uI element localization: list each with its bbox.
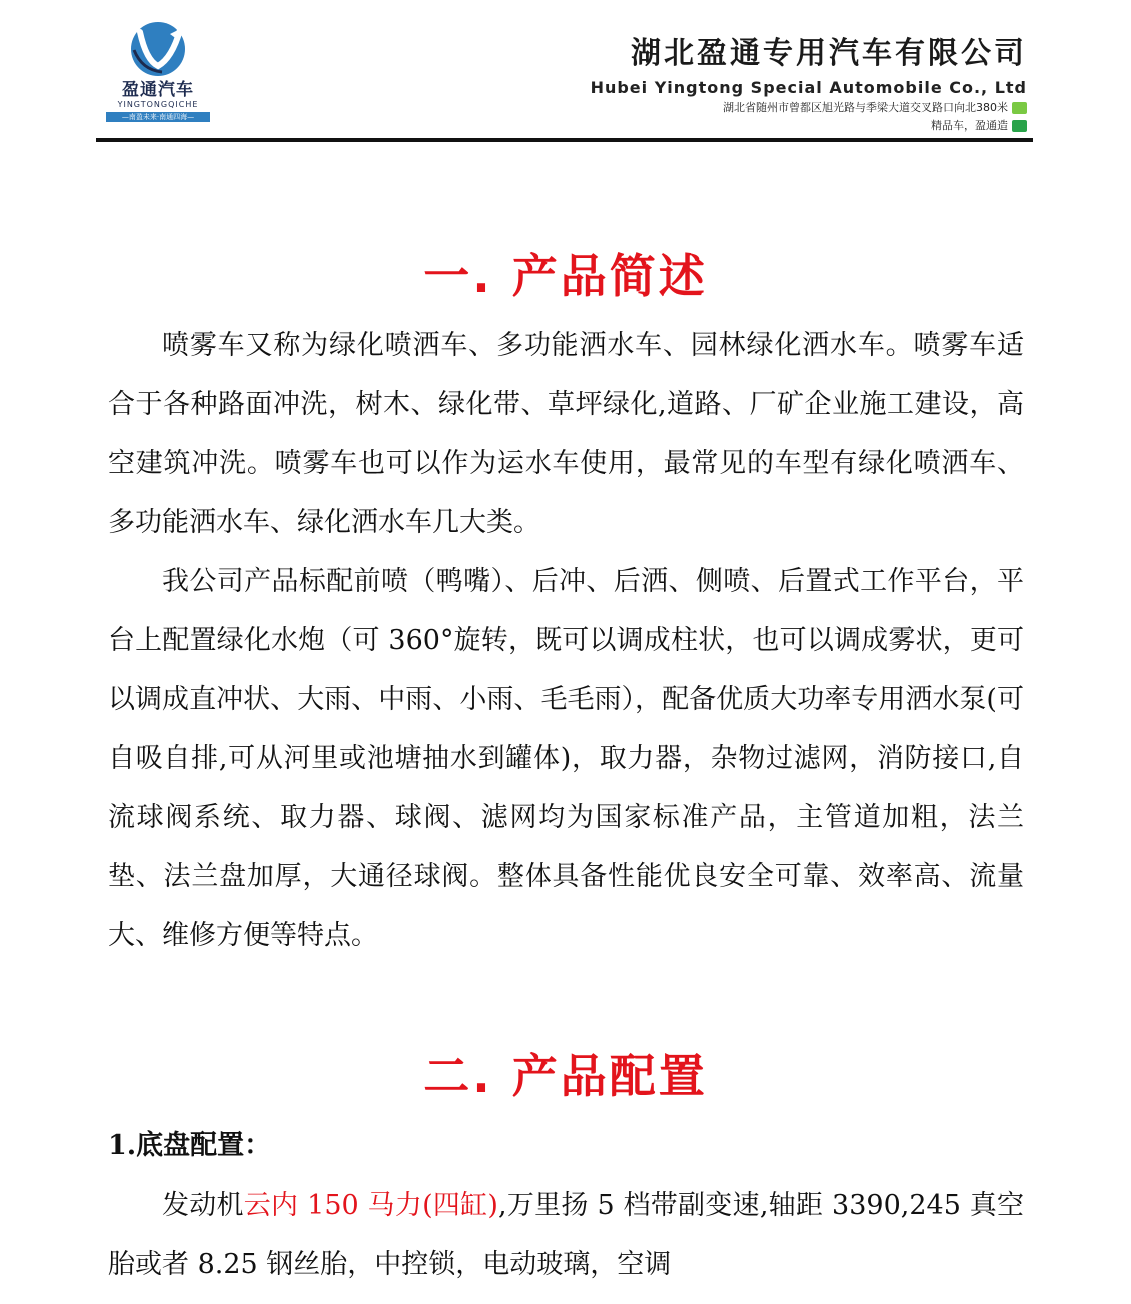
motto-line: [591, 118, 1027, 134]
brand-mark-icon: [1012, 120, 1027, 132]
chassis-config-paragraph: [108, 1176, 1024, 1294]
overview-paragraph-1: 喷雾车又称为绿化喷洒车、多功能洒水车、园林绿化洒水车。喷雾车适合于各种路面冲洗，树木、绿化带、草坪绿化,道路、厂矿企业施工建设，高空建筑冲洗。喷雾车也可以作为运水车使用，最常见的车型有绿化喷洒车、多功能洒水车、绿化洒水车几大类。: [108, 330, 1024, 538]
chassis-prefix: 发动机: [162, 1190, 244, 1221]
company-name-en: Hubei Yingtong Special Automobile Co., Ltd: [590, 78, 1027, 97]
chassis-details: ,万里扬 5 档带副变速,轴距 3390,245 真空胎或者 8.25 钢丝胎，中控锁，电动玻璃，空调: [108, 1190, 1024, 1280]
section-title-overview: 一. 产品简述: [423, 249, 708, 303]
company-logo: [98, 20, 218, 138]
company-name-cn: 湖北盈通专用汽车有限公司: [631, 36, 1027, 71]
logo-slogan: —南盈未来·南通四海—: [106, 112, 210, 122]
logo-text-pinyin: YINGTONGQICHE: [117, 100, 199, 109]
section-title-config: 二. 产品配置: [423, 1049, 708, 1103]
letterhead: [0, 0, 1131, 150]
header-divider: [96, 138, 1033, 142]
location-icon: [1012, 102, 1027, 114]
chassis-config-heading: 1.底盘配置：: [108, 1130, 272, 1161]
company-info: [591, 36, 1027, 134]
logo-emblem-icon: [120, 20, 196, 78]
address-line: [591, 100, 1027, 116]
company-address: 湖北省随州市曾都区旭光路与季梁大道交叉路口向北380米: [723, 101, 1008, 114]
company-motto: 精品车，盈通造: [931, 119, 1008, 132]
overview-paragraph-2: 我公司产品标配前喷（鸭嘴）、后冲、后洒、侧喷、后置式工作平台，平台上配置绿化水炮（可 360°旋转，既可以调成柱状，也可以调成雾状，更可以调成直冲状、大雨、中雨、小雨、毛毛雨），配备优质大功率专用洒水泵(可自吸自排,可从河里或池塘抽水到罐体)，取力器，杂物过滤网，消防接口,自流球阀系统、取力器、球阀、滤网均为国家标准产品，主管道加粗，法兰垫、法兰盘加厚，大通径球阀。整体具备性能优良安全可靠、效率高、流量大、维修方便等特点。: [108, 566, 1024, 951]
logo-text-cn: 盈通汽车: [122, 80, 194, 100]
chassis-engine-highlight: 云内 150 马力(四缸): [243, 1190, 498, 1221]
